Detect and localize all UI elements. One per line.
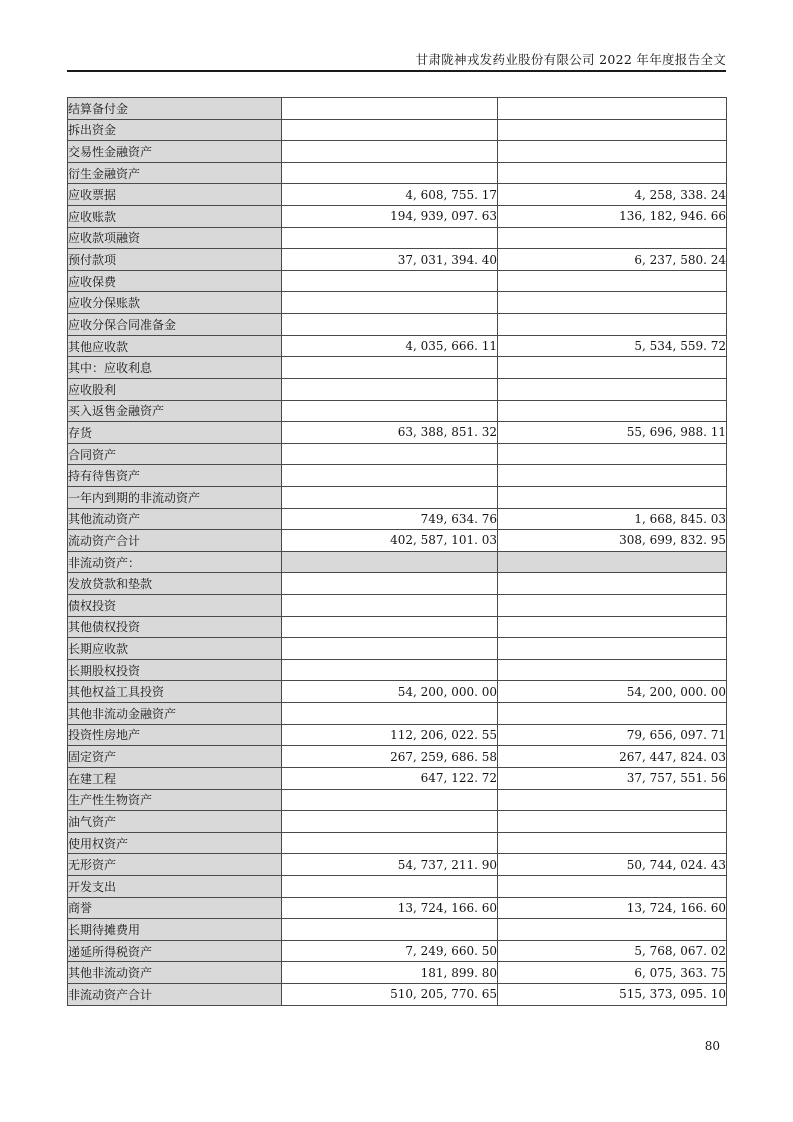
amount-col-2 xyxy=(498,811,727,833)
amount-col-1 xyxy=(282,703,498,725)
table-row xyxy=(68,551,727,573)
row-label: 其他非流动金融资产 xyxy=(68,703,282,725)
row-label: 固定资产 xyxy=(68,746,282,768)
table-row xyxy=(68,357,727,379)
row-label: 交易性金融资产 xyxy=(68,141,282,163)
amount-col-2: 267, 447, 824. 03 xyxy=(498,746,727,768)
amount-col-2: 136, 182, 946. 66 xyxy=(498,206,727,228)
amount-col-2: 54, 200, 000. 00 xyxy=(498,681,727,703)
amount-col-1 xyxy=(282,789,498,811)
amount-col-2: 6, 075, 363. 75 xyxy=(498,962,727,984)
table-row xyxy=(68,206,727,228)
table-row xyxy=(68,746,727,768)
table-row xyxy=(68,465,727,487)
amount-col-1: 54, 737, 211. 90 xyxy=(282,854,498,876)
table-row xyxy=(68,703,727,725)
amount-col-1 xyxy=(282,162,498,184)
table-row xyxy=(68,270,727,292)
table-row xyxy=(68,530,727,552)
table-row xyxy=(68,811,727,833)
row-label: 其他权益工具投资 xyxy=(68,681,282,703)
table-row xyxy=(68,98,727,120)
amount-col-2: 37, 757, 551. 56 xyxy=(498,767,727,789)
amount-col-2: 1, 668, 845. 03 xyxy=(498,508,727,530)
table-row xyxy=(68,314,727,336)
row-label: 存货 xyxy=(68,422,282,444)
table-row xyxy=(68,400,727,422)
amount-col-2 xyxy=(498,486,727,508)
row-label: 持有待售资产 xyxy=(68,465,282,487)
row-label: 使用权资产 xyxy=(68,832,282,854)
row-label: 应收股利 xyxy=(68,378,282,400)
report-header-title: 甘肃陇神戎发药业股份有限公司 2022 年年度报告全文 xyxy=(415,52,726,67)
table-row xyxy=(68,659,727,681)
table-row xyxy=(68,162,727,184)
amount-col-1: 267, 259, 686. 58 xyxy=(282,746,498,768)
amount-col-2: 50, 744, 024. 43 xyxy=(498,854,727,876)
amount-col-2 xyxy=(498,616,727,638)
amount-col-1: 37, 031, 394. 40 xyxy=(282,249,498,271)
amount-col-2 xyxy=(498,638,727,660)
amount-col-1: 4, 608, 755. 17 xyxy=(282,184,498,206)
row-label: 结算备付金 xyxy=(68,98,282,120)
row-label: 流动资产合计 xyxy=(68,530,282,552)
table-row xyxy=(68,292,727,314)
row-label: 发放贷款和垫款 xyxy=(68,573,282,595)
row-label: 油气资产 xyxy=(68,811,282,833)
table-row xyxy=(68,767,727,789)
table-row xyxy=(68,897,727,919)
amount-col-1: 54, 200, 000. 00 xyxy=(282,681,498,703)
amount-col-2: 79, 656, 097. 71 xyxy=(498,724,727,746)
table-row xyxy=(68,486,727,508)
table-row xyxy=(68,789,727,811)
amount-col-2: 5, 768, 067. 02 xyxy=(498,940,727,962)
row-label: 其中：应收利息 xyxy=(68,357,282,379)
table-row xyxy=(68,638,727,660)
amount-col-1: 7, 249, 660. 50 xyxy=(282,940,498,962)
table-row xyxy=(68,724,727,746)
amount-col-1 xyxy=(282,875,498,897)
row-label: 非流动资产合计 xyxy=(68,983,282,1005)
amount-col-1 xyxy=(282,357,498,379)
amount-col-1 xyxy=(282,616,498,638)
row-label: 应收票据 xyxy=(68,184,282,206)
amount-col-2 xyxy=(498,292,727,314)
amount-col-1 xyxy=(282,595,498,617)
row-label: 一年内到期的非流动资产 xyxy=(68,486,282,508)
amount-col-1 xyxy=(282,465,498,487)
table-row xyxy=(68,616,727,638)
amount-col-1 xyxy=(282,638,498,660)
amount-col-1 xyxy=(282,227,498,249)
amount-col-2 xyxy=(498,832,727,854)
amount-col-1: 112, 206, 022. 55 xyxy=(282,724,498,746)
table-row xyxy=(68,141,727,163)
row-label: 拆出资金 xyxy=(68,119,282,141)
header-rule xyxy=(67,70,726,72)
table-row xyxy=(68,875,727,897)
amount-col-1 xyxy=(282,119,498,141)
table-row xyxy=(68,573,727,595)
amount-col-1 xyxy=(282,486,498,508)
amount-col-2 xyxy=(498,400,727,422)
row-label: 商誉 xyxy=(68,897,282,919)
amount-col-2 xyxy=(498,703,727,725)
amount-col-2 xyxy=(498,98,727,120)
row-label: 投资性房地产 xyxy=(68,724,282,746)
amount-col-1: 749, 634. 76 xyxy=(282,508,498,530)
table-row xyxy=(68,249,727,271)
table-row xyxy=(68,119,727,141)
table-row xyxy=(68,595,727,617)
amount-col-1 xyxy=(282,811,498,833)
row-label: 债权投资 xyxy=(68,595,282,617)
amount-col-1: 63, 388, 851. 32 xyxy=(282,422,498,444)
table-row xyxy=(68,508,727,530)
amount-col-2: 6, 237, 580. 24 xyxy=(498,249,727,271)
amount-col-2: 13, 724, 166. 60 xyxy=(498,897,727,919)
amount-col-1: 181, 899. 80 xyxy=(282,962,498,984)
table-row xyxy=(68,940,727,962)
amount-col-2 xyxy=(498,227,727,249)
row-label: 应收分保合同准备金 xyxy=(68,314,282,336)
amount-col-1: 4, 035, 666. 11 xyxy=(282,335,498,357)
table-row xyxy=(68,422,727,444)
amount-col-1 xyxy=(282,659,498,681)
amount-col-2 xyxy=(498,789,727,811)
row-label: 应收账款 xyxy=(68,206,282,228)
amount-col-1 xyxy=(282,573,498,595)
row-label: 非流动资产： xyxy=(68,551,282,573)
row-label: 应收款项融资 xyxy=(68,227,282,249)
row-label: 其他债权投资 xyxy=(68,616,282,638)
balance-sheet-table xyxy=(67,97,727,1006)
amount-col-1 xyxy=(282,400,498,422)
amount-col-2: 4, 258, 338. 24 xyxy=(498,184,727,206)
amount-col-2 xyxy=(498,270,727,292)
row-label: 预付款项 xyxy=(68,249,282,271)
amount-col-2 xyxy=(498,141,727,163)
amount-col-2: 308, 699, 832. 95 xyxy=(498,530,727,552)
table-row xyxy=(68,378,727,400)
row-label: 合同资产 xyxy=(68,443,282,465)
table-row xyxy=(68,983,727,1005)
amount-col-2 xyxy=(498,875,727,897)
amount-col-2 xyxy=(498,357,727,379)
row-label: 递延所得税资产 xyxy=(68,940,282,962)
amount-col-1 xyxy=(282,443,498,465)
amount-col-2 xyxy=(498,465,727,487)
amount-col-1: 402, 587, 101. 03 xyxy=(282,530,498,552)
row-label: 长期应收款 xyxy=(68,638,282,660)
table-row xyxy=(68,962,727,984)
table-row xyxy=(68,919,727,941)
amount-col-2 xyxy=(498,119,727,141)
amount-col-1: 194, 939, 097. 63 xyxy=(282,206,498,228)
row-label: 买入返售金融资产 xyxy=(68,400,282,422)
amount-col-2: 5, 534, 559. 72 xyxy=(498,335,727,357)
amount-col-1: 13, 724, 166. 60 xyxy=(282,897,498,919)
row-label: 应收保费 xyxy=(68,270,282,292)
amount-col-1 xyxy=(282,551,498,573)
table-row xyxy=(68,443,727,465)
amount-col-2 xyxy=(498,162,727,184)
amount-col-2 xyxy=(498,573,727,595)
row-label: 衍生金融资产 xyxy=(68,162,282,184)
row-label: 长期股权投资 xyxy=(68,659,282,681)
row-label: 无形资产 xyxy=(68,854,282,876)
row-label: 在建工程 xyxy=(68,767,282,789)
table-row xyxy=(68,832,727,854)
row-label: 其他应收款 xyxy=(68,335,282,357)
amount-col-1 xyxy=(282,832,498,854)
amount-col-1 xyxy=(282,270,498,292)
amount-col-1: 510, 205, 770. 65 xyxy=(282,983,498,1005)
amount-col-1: 647, 122. 72 xyxy=(282,767,498,789)
amount-col-2 xyxy=(498,595,727,617)
page-number: 80 xyxy=(704,1039,720,1053)
row-label: 其他非流动资产 xyxy=(68,962,282,984)
amount-col-1 xyxy=(282,141,498,163)
amount-col-2 xyxy=(498,551,727,573)
amount-col-2 xyxy=(498,659,727,681)
amount-col-2 xyxy=(498,443,727,465)
amount-col-1 xyxy=(282,919,498,941)
row-label: 生产性生物资产 xyxy=(68,789,282,811)
amount-col-2 xyxy=(498,314,727,336)
table-row xyxy=(68,335,727,357)
row-label: 开发支出 xyxy=(68,875,282,897)
amount-col-2 xyxy=(498,378,727,400)
amount-col-2 xyxy=(498,919,727,941)
balance-sheet-body xyxy=(68,98,727,1006)
amount-col-2: 55, 696, 988. 11 xyxy=(498,422,727,444)
table-row xyxy=(68,854,727,876)
table-row xyxy=(68,227,727,249)
amount-col-1 xyxy=(282,98,498,120)
table-row xyxy=(68,184,727,206)
row-label: 应收分保账款 xyxy=(68,292,282,314)
amount-col-2: 515, 373, 095. 10 xyxy=(498,983,727,1005)
row-label: 其他流动资产 xyxy=(68,508,282,530)
amount-col-1 xyxy=(282,292,498,314)
table-row xyxy=(68,681,727,703)
amount-col-1 xyxy=(282,314,498,336)
row-label: 长期待摊费用 xyxy=(68,919,282,941)
amount-col-1 xyxy=(282,378,498,400)
